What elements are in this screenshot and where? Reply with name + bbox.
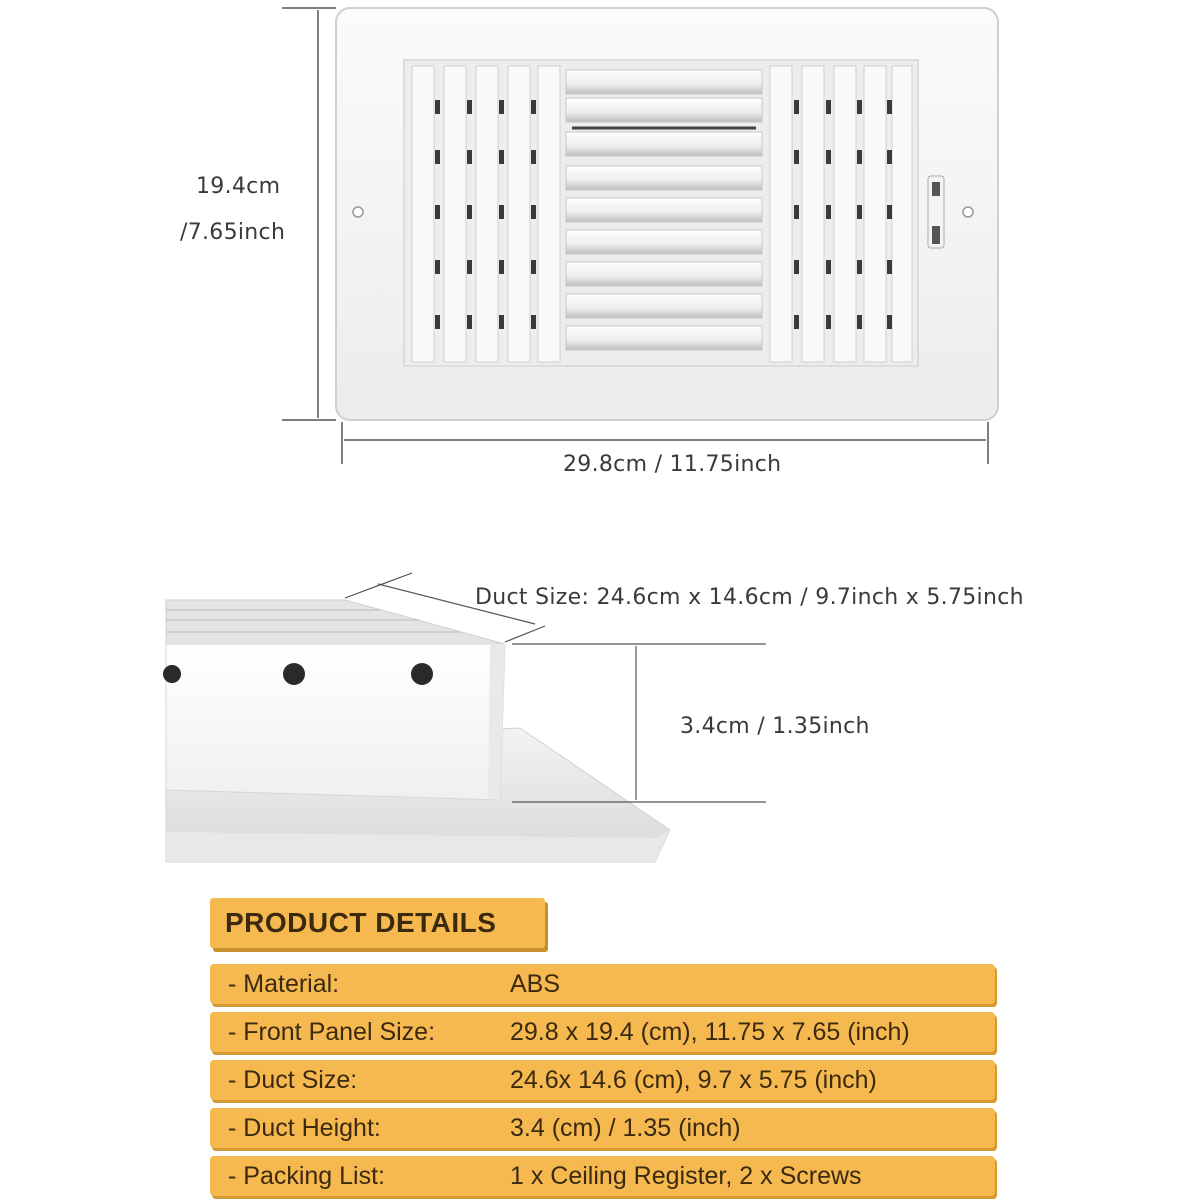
- detail-key: - Material:: [228, 970, 340, 998]
- detail-key: - Front Panel Size:: [228, 1018, 436, 1046]
- detail-value: 29.8 x 19.4 (cm), 11.75 x 7.65 (inch): [510, 1018, 910, 1046]
- detail-value: 3.4 (cm) / 1.35 (inch): [510, 1114, 741, 1142]
- detail-row-packing-list: [210, 1156, 995, 1196]
- detail-value: 1 x Ceiling Register, 2 x Screws: [510, 1162, 862, 1190]
- height-dimension-label-line2: /7.65inch: [180, 220, 286, 245]
- detail-value: 24.6x 14.6 (cm), 9.7 x 5.75 (inch): [510, 1066, 877, 1094]
- detail-row-material: [210, 964, 995, 1004]
- duct-height-label: 3.4cm / 1.35inch: [680, 714, 870, 739]
- detail-row-duct-height: [210, 1108, 995, 1148]
- detail-row-front-panel-size: [210, 1012, 995, 1052]
- duct-size-label: Duct Size: 24.6cm x 14.6cm / 9.7inch x 5.75inch: [475, 585, 1024, 610]
- detail-key: - Duct Height:: [228, 1114, 381, 1142]
- register-front-illustration: [0, 0, 1200, 490]
- detail-key: - Packing List:: [228, 1162, 386, 1190]
- product-details-header: PRODUCT DETAILS: [210, 898, 545, 948]
- height-dimension-label-line1: 19.4cm: [196, 174, 281, 199]
- width-dimension-label: 29.8cm / 11.75inch: [563, 452, 782, 477]
- detail-value: ABS: [510, 970, 561, 998]
- detail-key: - Duct Size:: [228, 1066, 358, 1094]
- detail-row-duct-size: [210, 1060, 995, 1100]
